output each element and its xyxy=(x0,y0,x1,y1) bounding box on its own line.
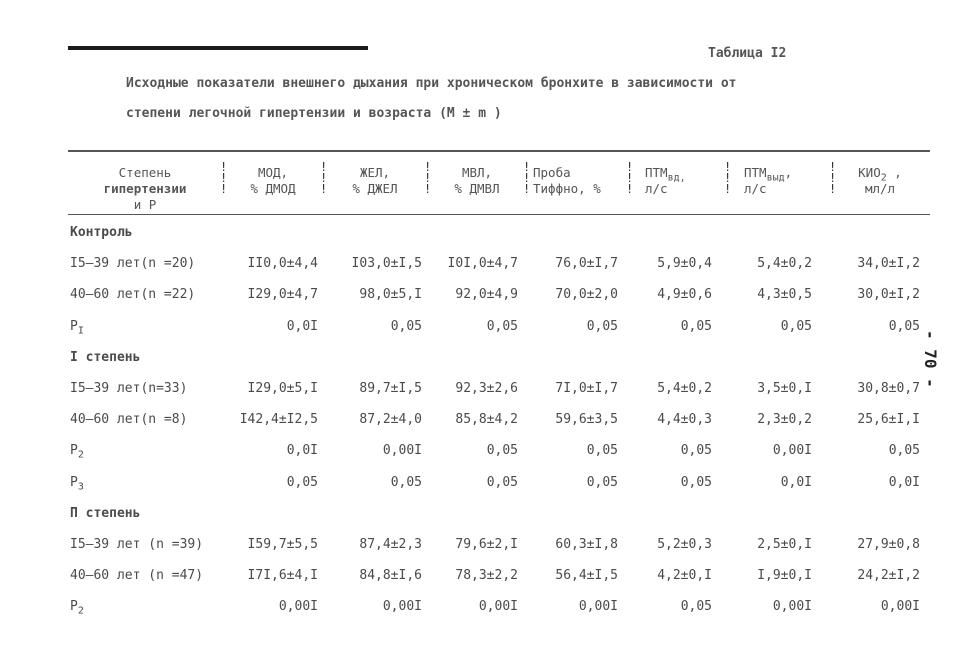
header-mod xyxy=(228,165,318,197)
column-separator: ! ! ! xyxy=(829,160,837,196)
table-row xyxy=(0,316,978,338)
cell-zhel: 0,00I xyxy=(382,599,422,615)
cell-ptm-vd: 0,05 xyxy=(680,599,712,615)
table-number: Таблица I2 xyxy=(708,46,787,61)
section-row xyxy=(0,222,978,244)
kio-tail: , xyxy=(886,165,902,180)
header-mod-line-1: МОД, xyxy=(257,165,289,180)
cell-kio: 27,9±0,8 xyxy=(857,537,920,552)
cell-mvl: 0,00I xyxy=(478,599,518,615)
table-caption-line-1: Исходные показатели внешнего дыхания при хроническом бронхите в зависимости от xyxy=(126,76,737,91)
cell-zhel: 87,4±2,3 xyxy=(359,537,422,552)
header-tiffno xyxy=(533,165,625,197)
cell-tiffno: 0,05 xyxy=(586,443,618,459)
header-mvl xyxy=(432,165,522,197)
row-label: I степень xyxy=(70,349,141,365)
cell-ptm-vyd: 3,5±0,I xyxy=(757,381,812,396)
header-kio-line-2: мл/л xyxy=(864,181,896,196)
cell-mod: 0,05 xyxy=(286,474,318,490)
cell-kio: 30,8±0,7 xyxy=(857,381,920,396)
column-separator: ! ! ! xyxy=(424,160,432,196)
p-label-main: P xyxy=(70,318,78,334)
header-zhel-line-1: ЖЕЛ, xyxy=(359,165,391,180)
ptm-vyd-tail: , xyxy=(784,165,793,180)
table-row xyxy=(0,472,978,494)
row-label: Контроль xyxy=(70,225,133,240)
header-ptm-vd-line-2: л/с xyxy=(645,181,668,196)
cell-ptm-vyd: 0,0I xyxy=(780,474,812,490)
cell-kio: 0,0I xyxy=(888,474,920,490)
row-label xyxy=(70,316,84,338)
cell-tiffno: 70,0±2,0 xyxy=(555,287,618,303)
row-label xyxy=(70,596,84,618)
header-ptm-vd xyxy=(645,165,721,197)
cell-kio: 24,2±I,2 xyxy=(857,568,920,584)
cell-ptm-vyd: I,9±0,I xyxy=(757,568,812,584)
column-separator: ! ! ! xyxy=(320,160,328,196)
cell-ptm-vd: 4,4±0,3 xyxy=(657,412,712,428)
header-zhel-line-2: % ДЖЕЛ xyxy=(352,181,398,196)
cell-ptm-vyd: 2,3±0,2 xyxy=(757,412,812,428)
caption-end: ) xyxy=(486,106,502,121)
cell-mod: II0,0±4,4 xyxy=(247,256,318,272)
cell-kio: 25,6±I,I xyxy=(857,412,920,428)
cell-ptm-vyd: 0,05 xyxy=(780,318,812,334)
cell-zhel: 0,05 xyxy=(390,474,422,490)
cell-zhel: 84,8±I,6 xyxy=(359,568,422,584)
header-zhel xyxy=(328,165,422,197)
caption-stat: M ± m xyxy=(446,106,487,121)
cell-tiffno: 0,05 xyxy=(586,474,618,490)
table-row xyxy=(0,534,978,556)
cell-mvl: 92,3±2,6 xyxy=(455,381,518,396)
cell-kio: 0,05 xyxy=(888,443,920,459)
cell-mod: I29,0±4,7 xyxy=(247,287,318,303)
cell-tiffno: 59,6±3,5 xyxy=(555,412,618,428)
cell-mvl: 92,0±4,9 xyxy=(455,287,518,303)
cell-tiffno: 56,4±I,5 xyxy=(555,568,618,584)
header-group xyxy=(70,165,220,213)
kio-main: КИО xyxy=(858,165,881,180)
caption-text: степени легочной гипертензии и возраста ( xyxy=(126,106,447,121)
top-rule xyxy=(68,46,368,50)
row-label xyxy=(70,440,84,462)
p-label-main: P xyxy=(70,443,78,459)
cell-zhel: 98,0±5,I xyxy=(359,287,422,303)
p-label-main: P xyxy=(70,474,78,490)
cell-ptm-vd: 0,05 xyxy=(680,474,712,490)
cell-zhel: I03,0±I,5 xyxy=(351,256,422,272)
cell-tiffno: 76,0±I,7 xyxy=(555,256,618,272)
header-group-line-3: и Р xyxy=(133,197,157,212)
header-ptm-vyd-line-1 xyxy=(744,165,830,184)
cell-ptm-vyd: 4,3±0,5 xyxy=(757,287,812,303)
cell-mod: I7I,6±4,I xyxy=(247,568,318,584)
header-group-line-1: Степень xyxy=(118,165,172,180)
cell-ptm-vyd: 0,00I xyxy=(772,443,812,459)
header-ptm-vd-line-1 xyxy=(645,165,721,184)
row-label: I5–39 лет(n =20) xyxy=(70,256,196,272)
header-group-line-2: гипертензии xyxy=(103,181,187,196)
cell-tiffno: 7I,0±I,7 xyxy=(555,381,618,396)
column-separator: ! ! ! xyxy=(724,160,732,196)
header-mod-line-2: % ДМОД xyxy=(250,181,296,196)
header-ptm-vyd-line-2: л/с xyxy=(744,181,767,196)
row-label xyxy=(70,472,84,494)
cell-ptm-vd: 5,9±0,4 xyxy=(657,256,712,272)
table-row xyxy=(0,565,978,587)
cell-mod: 0,00I xyxy=(278,599,318,615)
header-kio xyxy=(840,165,920,197)
cell-mod: I59,7±5,5 xyxy=(247,537,318,552)
p-label-sub: I xyxy=(77,325,84,337)
cell-mvl: 0,05 xyxy=(486,318,518,334)
column-separator: ! ! ! xyxy=(220,160,228,196)
cell-ptm-vd: 5,2±0,3 xyxy=(657,537,712,552)
cell-ptm-vd: 4,2±0,I xyxy=(657,568,712,584)
cell-tiffno: 0,05 xyxy=(586,318,618,334)
table-row xyxy=(0,440,978,462)
table-row xyxy=(0,596,978,618)
section-row xyxy=(0,503,978,525)
column-separator: ! ! ! xyxy=(626,160,634,196)
cell-ptm-vd: 0,05 xyxy=(680,443,712,459)
cell-ptm-vyd: 2,5±0,I xyxy=(757,537,812,552)
cell-ptm-vyd: 0,00I xyxy=(772,599,812,615)
cell-mod: 0,0I xyxy=(286,443,318,459)
row-label: I5–39 лет (n =39) xyxy=(70,537,204,552)
cell-ptm-vd: 5,4±0,2 xyxy=(657,381,712,396)
header-ptm-vyd xyxy=(744,165,830,197)
header-mvl-line-2: % ДМВЛ xyxy=(454,181,500,196)
table-row xyxy=(0,284,978,306)
cell-kio: 34,0±I,2 xyxy=(857,256,920,272)
ptm-vyd-sub: выд xyxy=(766,172,785,184)
section-row xyxy=(0,347,978,369)
table-row xyxy=(0,409,978,431)
cell-kio: 0,05 xyxy=(888,318,920,334)
cell-kio: 0,00I xyxy=(880,599,920,615)
p-label-sub: 3 xyxy=(77,481,84,493)
row-label: 40–60 лет(n =22) xyxy=(70,287,196,303)
p-label-sub: 2 xyxy=(77,605,84,617)
ptm-vyd-main: ПТМ xyxy=(744,165,767,180)
cell-ptm-vyd: 5,4±0,2 xyxy=(757,256,812,272)
ptm-vd-sub: вд, xyxy=(667,172,686,184)
header-mvl-line-1: МВЛ, xyxy=(461,165,493,180)
cell-mvl: 0,05 xyxy=(486,474,518,490)
table-row xyxy=(0,378,978,400)
cell-ptm-vd: 4,9±0,6 xyxy=(657,287,712,303)
header-kio-line-1 xyxy=(840,165,920,184)
header-tiffno-line-2: Тиффно, % xyxy=(533,181,601,196)
cell-tiffno: 0,00I xyxy=(578,599,618,615)
cell-zhel: 0,05 xyxy=(390,318,422,334)
cell-mvl: 78,3±2,2 xyxy=(455,568,518,584)
cell-mvl: I0I,0±4,7 xyxy=(447,256,518,272)
row-label: I5–39 лет(n=33) xyxy=(70,381,188,396)
table-caption-line-2 xyxy=(126,106,502,121)
page-number: - 70 - xyxy=(921,330,940,388)
cell-mvl: 85,8±4,2 xyxy=(455,412,518,428)
cell-zhel: 89,7±I,5 xyxy=(359,381,422,396)
table-header-rule xyxy=(68,214,930,215)
cell-mod: I29,0±5,I xyxy=(247,381,318,396)
cell-mod: 0,0I xyxy=(286,318,318,334)
cell-ptm-vd: 0,05 xyxy=(680,318,712,334)
cell-zhel: 87,2±4,0 xyxy=(359,412,422,428)
row-label: П степень xyxy=(70,505,141,521)
cell-mvl: 0,05 xyxy=(486,443,518,459)
table-row xyxy=(0,253,978,275)
cell-zhel: 0,00I xyxy=(382,443,422,459)
table-top-rule xyxy=(68,150,930,152)
row-label: 40–60 лет (n =47) xyxy=(70,568,204,584)
column-separator: ! ! ! xyxy=(523,160,531,196)
p-label-sub: 2 xyxy=(77,449,84,461)
cell-mvl: 79,6±2,I xyxy=(455,537,518,552)
p-label-main: P xyxy=(70,599,78,615)
cell-mod: I42,4±I2,5 xyxy=(239,412,318,428)
ptm-vd-main: ПТМ xyxy=(645,165,668,180)
header-tiffno-line-1: Проба xyxy=(533,165,571,180)
row-label: 40–60 лет(n =8) xyxy=(70,412,188,428)
kio-sub: 2 xyxy=(880,172,887,184)
cell-tiffno: 60,3±I,8 xyxy=(555,537,618,552)
cell-kio: 30,0±I,2 xyxy=(857,287,920,303)
